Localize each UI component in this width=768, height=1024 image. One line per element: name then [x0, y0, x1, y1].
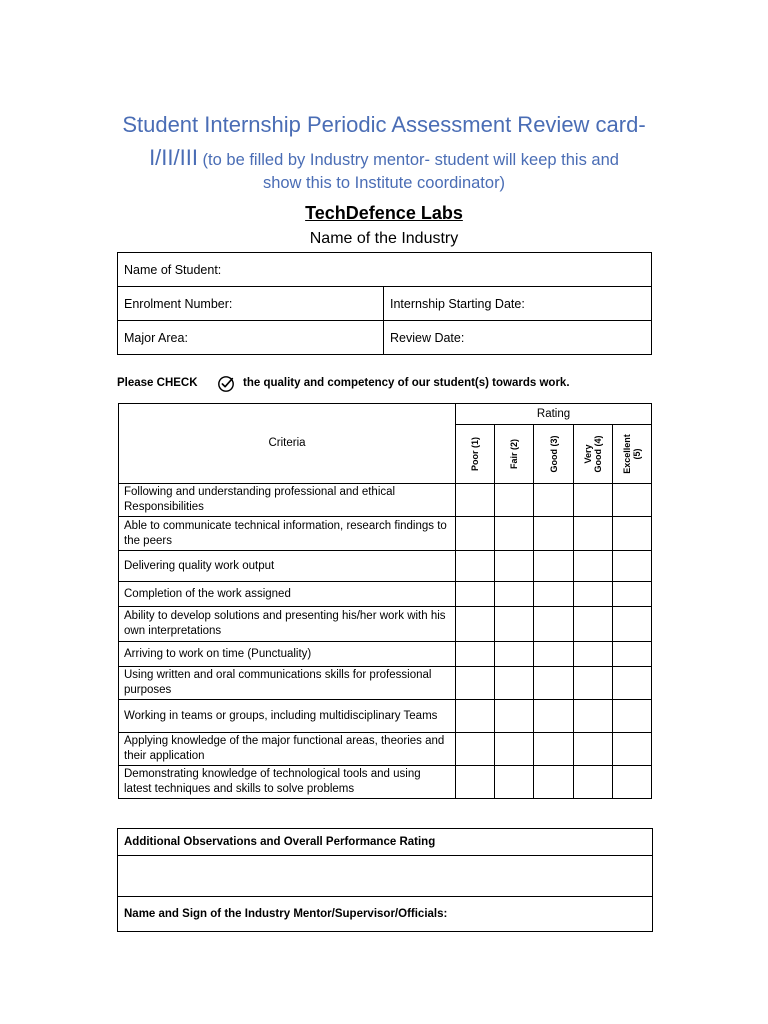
- industry-label: Name of the Industry: [309, 230, 459, 247]
- rating-checkbox-cell[interactable]: [613, 517, 652, 551]
- rating-checkbox-cell[interactable]: [456, 607, 495, 642]
- rating-scale-label: [470, 437, 480, 471]
- rating-checkbox-cell[interactable]: [574, 517, 613, 551]
- rating-header: Rating: [456, 404, 652, 425]
- rating-scale-header: [613, 425, 652, 484]
- rating-checkbox-cell[interactable]: [534, 700, 574, 733]
- rating-checkbox-cell[interactable]: [534, 607, 574, 642]
- rating-checkbox-cell[interactable]: [456, 582, 495, 607]
- criteria-label: Demonstrating knowledge of technological tools and using latest techniques and skills to solve problems: [119, 766, 456, 799]
- form-instructions: (to be filled by Industry mentor- student will keep this and: [197, 151, 619, 169]
- rating-checkbox-cell[interactable]: [456, 766, 495, 799]
- rating-checkbox-cell[interactable]: [613, 700, 652, 733]
- rating-checkbox-cell[interactable]: [613, 766, 652, 799]
- rating-scale-label-line2: (5): [632, 448, 643, 460]
- criteria-row: [119, 766, 652, 799]
- rating-checkbox-cell[interactable]: [574, 642, 613, 667]
- rating-checkbox-cell[interactable]: [495, 766, 534, 799]
- card-number: I/II/III: [149, 145, 198, 170]
- criteria-label: Delivering quality work output: [119, 551, 456, 582]
- rating-scale-label-line1: Good (3): [548, 435, 559, 473]
- rating-checkbox-cell[interactable]: [613, 733, 652, 766]
- rating-scale-label: [549, 436, 559, 473]
- internship-start-date-field[interactable]: Internship Starting Date:: [384, 287, 652, 321]
- criteria-label: Using written and oral communications skills for professional purposes: [119, 667, 456, 700]
- criteria-row: [119, 667, 652, 700]
- rating-scale-label-line1: Poor (1): [470, 436, 480, 472]
- form-instructions-cont: show this to Institute coordinator): [262, 174, 506, 192]
- observations-input[interactable]: [118, 856, 653, 897]
- rating-checkbox-cell[interactable]: [534, 667, 574, 700]
- rating-checkbox-cell[interactable]: [613, 642, 652, 667]
- rating-checkbox-cell[interactable]: [534, 517, 574, 551]
- rating-table: [118, 403, 652, 799]
- rating-checkbox-cell[interactable]: [495, 607, 534, 642]
- rating-checkbox-cell[interactable]: [534, 582, 574, 607]
- form-title: Student Internship Periodic Assessment Review card-: [122, 112, 646, 137]
- rating-checkbox-cell[interactable]: [613, 607, 652, 642]
- criteria-row: [119, 551, 652, 582]
- rating-checkbox-cell[interactable]: [534, 484, 574, 517]
- rating-scale-header: [534, 425, 574, 484]
- rating-checkbox-cell[interactable]: [574, 667, 613, 700]
- rating-checkbox-cell[interactable]: [574, 733, 613, 766]
- rating-scale-label-line1: Excellent: [622, 434, 633, 474]
- rating-checkbox-cell[interactable]: [456, 517, 495, 551]
- rating-checkbox-cell[interactable]: [456, 551, 495, 582]
- rating-checkbox-cell[interactable]: [574, 766, 613, 799]
- rating-scale-label-line1: Very: [583, 444, 593, 464]
- criteria-label: Able to communicate technical information, research findings to the peers: [119, 517, 456, 551]
- criteria-row: [119, 607, 652, 642]
- form-title-line2: [0, 144, 768, 175]
- rating-checkbox-cell[interactable]: [574, 484, 613, 517]
- criteria-label: Following and understanding professional and ethical Responsibilities: [119, 484, 456, 517]
- rating-checkbox-cell[interactable]: [534, 551, 574, 582]
- rating-checkbox-cell[interactable]: [456, 733, 495, 766]
- observations-table: [117, 828, 653, 932]
- rating-scale-label: [583, 436, 603, 473]
- check-circle-icon: [217, 375, 235, 393]
- rating-checkbox-cell[interactable]: [456, 667, 495, 700]
- criteria-label: Applying knowledge of the major functional areas, theories and their application: [119, 733, 456, 766]
- major-area-field[interactable]: Major Area:: [118, 321, 384, 355]
- rating-checkbox-cell[interactable]: [495, 582, 534, 607]
- rating-checkbox-cell[interactable]: [456, 642, 495, 667]
- review-date-field[interactable]: Review Date:: [384, 321, 652, 355]
- rating-scale-label-line1: Fair (2): [509, 438, 519, 470]
- criteria-label: Working in teams or groups, including multidisciplinary Teams: [119, 700, 456, 733]
- rating-scale-header: [574, 425, 613, 484]
- criteria-row: [119, 700, 652, 733]
- criteria-row: [119, 642, 652, 667]
- rating-checkbox-cell[interactable]: [574, 607, 613, 642]
- student-info-table: [117, 252, 652, 355]
- observations-heading: Additional Observations and Overall Performance Rating: [118, 829, 653, 856]
- criteria-label: Ability to develop solutions and presenting his/her work with his own interpretations: [119, 607, 456, 642]
- rating-checkbox-cell[interactable]: [495, 484, 534, 517]
- criteria-row: [119, 484, 652, 517]
- criteria-label: Arriving to work on time (Punctuality): [119, 642, 456, 667]
- rating-checkbox-cell[interactable]: [613, 551, 652, 582]
- rating-checkbox-cell[interactable]: [495, 517, 534, 551]
- rating-checkbox-cell[interactable]: [534, 766, 574, 799]
- rating-checkbox-cell[interactable]: [495, 642, 534, 667]
- rating-checkbox-cell[interactable]: [495, 700, 534, 733]
- mentor-signature-field[interactable]: Name and Sign of the Industry Mentor/Supervisor/Officials:: [118, 897, 653, 932]
- rating-checkbox-cell[interactable]: [495, 733, 534, 766]
- criteria-label: Completion of the work assigned: [119, 582, 456, 607]
- criteria-row: [119, 582, 652, 607]
- rating-checkbox-cell[interactable]: [613, 667, 652, 700]
- please-check-label: Please CHECK: [117, 377, 198, 389]
- rating-checkbox-cell[interactable]: [534, 733, 574, 766]
- rating-checkbox-cell[interactable]: [574, 551, 613, 582]
- rating-checkbox-cell[interactable]: [574, 700, 613, 733]
- criteria-row: [119, 733, 652, 766]
- student-name-field[interactable]: Name of Student:: [118, 253, 652, 287]
- rating-checkbox-cell[interactable]: [574, 582, 613, 607]
- rating-checkbox-cell[interactable]: [456, 700, 495, 733]
- criteria-header: Criteria: [119, 404, 456, 484]
- rating-checkbox-cell[interactable]: [495, 667, 534, 700]
- rating-checkbox-cell[interactable]: [534, 642, 574, 667]
- rating-scale-label: [622, 434, 642, 474]
- rating-checkbox-cell[interactable]: [613, 484, 652, 517]
- rating-scale-header: [456, 425, 495, 484]
- rating-scale-label-line2: Good (4): [593, 435, 603, 473]
- criteria-row: [119, 517, 652, 551]
- rating-scale-label: [509, 439, 519, 469]
- rating-checkbox-cell[interactable]: [613, 582, 652, 607]
- rating-scale-header: [495, 425, 534, 484]
- rating-checkbox-cell[interactable]: [495, 551, 534, 582]
- enrolment-number-field[interactable]: Enrolment Number:: [118, 287, 384, 321]
- rating-checkbox-cell[interactable]: [456, 484, 495, 517]
- check-instruction-text: the quality and competency of our student(s) towards work.: [243, 377, 570, 389]
- company-name: TechDefence Labs: [305, 203, 463, 223]
